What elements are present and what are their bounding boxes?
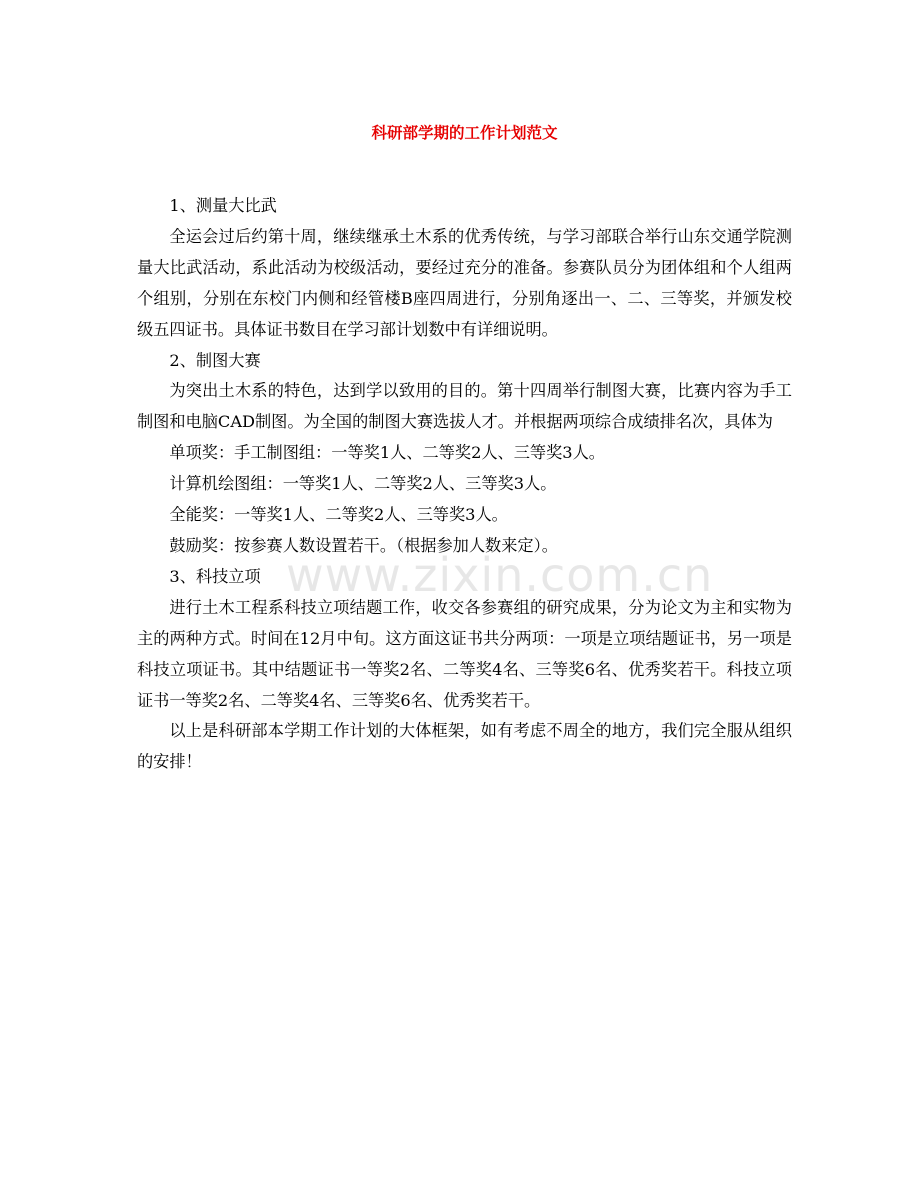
document-title: 科研部学期的工作计划范文	[371, 123, 558, 142]
document-body	[137, 191, 792, 778]
award-line-allround: 全能奖：一等奖1人、二等奖2人、三等奖3人。	[169, 505, 508, 525]
section-heading-1: 1、测量大比武	[169, 196, 277, 215]
watermark: www.zixin.com.cn	[286, 548, 714, 602]
paragraph-conclusion: 以上是科研部本学期工作计划的大体框架，如有考虑不周全的地方，我们完全服从组织的安排！	[137, 721, 792, 772]
paragraph-drawing-contest: 为突出土木系的特色，达到学以致用的目的。第十四周举行制图大赛，比赛内容为手工制图和电脑CAD制图。为全国的制图大赛选拔人才。并根据两项综合成绩排名次，具体为	[137, 381, 792, 432]
award-line-computer: 计算机绘图组：一等奖1人、二等奖2人、三等奖3人。	[169, 474, 557, 494]
section-heading-3: 3、科技立项	[169, 566, 261, 586]
award-line-encouragement: 鼓励奖：按参赛人数设置若干。（根据参加人数来定）。	[169, 535, 558, 555]
paragraph-tech-projects: 进行土木工程系科技立项结题工作，收交各参赛组的研究成果，分为论文为主和实物为主的两种方式。时间在12月中旬。这方面这证书共分两项：一项是立项结题证书，另一项是科技立项证书。其中结题证书一等奖2名、二等奖4名、三等奖6名、优秀奖若干。科技立项证书一等奖2名、二等奖4名、三等奖6名、优秀奖若干。	[137, 597, 792, 710]
paragraph-surveying-contest: 全运会过后约第十周，继续继承土木系的优秀传统，与学习部联合举行山东交通学院测量大比武活动，系此活动为校级活动，要经过充分的准备。参赛队员分为团体组和个人组两个组别，分别在东校门内侧和经管楼B座四周进行，分别角逐出一、二、三等奖，并颁发校级五四证书。具体证书数目在学习部计划数中有详细说明。	[137, 226, 792, 339]
section-heading-2: 2、制图大赛	[169, 350, 261, 370]
award-line-single: 单项奖：手工制图组：一等奖1人、二等奖2人、三等奖3人。	[169, 443, 605, 463]
